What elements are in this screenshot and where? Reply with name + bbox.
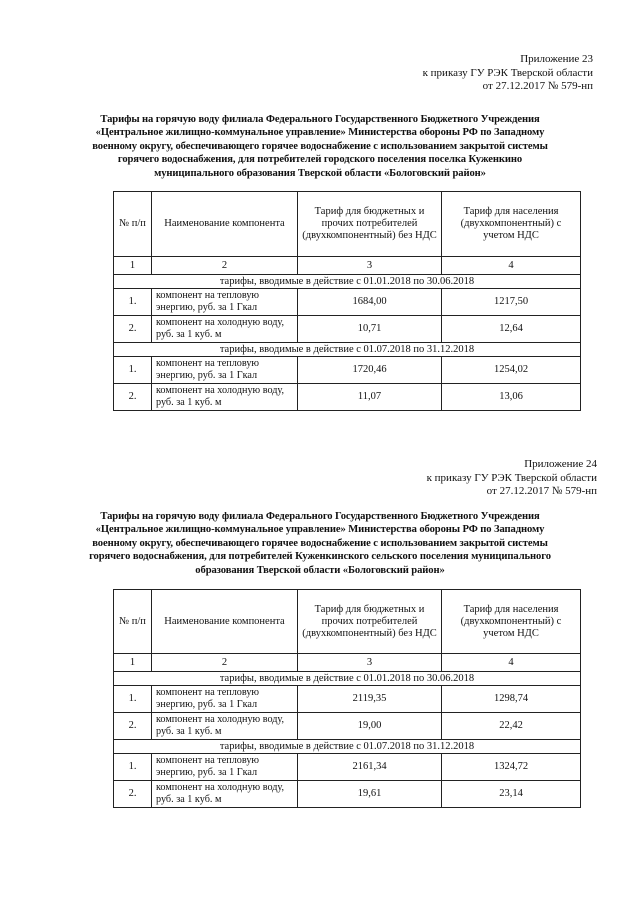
row-budget: 19,00 xyxy=(298,713,442,740)
table-row xyxy=(114,686,581,713)
row-budget: 19,61 xyxy=(298,781,442,808)
row-num: 1. xyxy=(114,357,152,384)
row-population: 1324,72 xyxy=(442,754,581,781)
table-row xyxy=(114,713,581,740)
row-budget: 2119,35 xyxy=(298,686,442,713)
row-population: 1254,02 xyxy=(442,357,581,384)
row-num: 2. xyxy=(114,713,152,740)
col-number: 3 xyxy=(298,654,442,672)
title-line: Тарифы на горячую воду филиала Федерального Государственного Бюджетного Учреждения xyxy=(100,114,540,125)
column-number-row xyxy=(114,654,581,672)
title-line: образования Тверской области «Бологовский район» xyxy=(195,564,445,576)
row-budget: 1720,46 xyxy=(298,357,442,384)
header-num: № п/п xyxy=(114,590,152,654)
period-row xyxy=(114,740,581,754)
row-component: компонент на тепловую энергию, руб. за 1 Гкал xyxy=(152,289,298,316)
table-header-row xyxy=(114,192,581,257)
row-num: 2. xyxy=(114,316,152,343)
row-num: 2. xyxy=(114,781,152,808)
tariff-table xyxy=(113,589,581,808)
row-component: компонент на холодную воду, руб. за 1 куб. м xyxy=(152,316,298,343)
period-row xyxy=(114,672,581,686)
column-number-row xyxy=(114,257,581,275)
period-row xyxy=(114,343,581,357)
annex-label: Приложение 23 xyxy=(520,53,593,65)
row-population: 23,14 xyxy=(442,781,581,808)
table-row xyxy=(114,384,581,411)
header-budget: Тариф для бюджетных и прочих потребителей (двухкомпонентный) без НДС xyxy=(298,192,442,257)
header-name: Наименование компонента xyxy=(152,590,298,654)
tariff-table xyxy=(113,191,581,411)
table-row xyxy=(114,781,581,808)
title-line: муниципального образования Тверской области «Бологовский район» xyxy=(154,167,486,179)
annex-date-line: от 27.12.2017 № 579-нп xyxy=(482,80,593,92)
header-population: Тариф для населения (двухкомпонентный) с учетом НДС xyxy=(442,192,581,257)
title-line: Тарифы на горячую воду филиала Федерального Государственного Бюджетного Учреждения xyxy=(100,511,540,522)
tariff-title xyxy=(20,510,620,577)
row-num: 1. xyxy=(114,289,152,316)
table-row xyxy=(114,289,581,316)
header-population: Тариф для населения (двухкомпонентный) с учетом НДС xyxy=(442,590,581,654)
row-num: 1. xyxy=(114,754,152,781)
row-population: 12,64 xyxy=(442,316,581,343)
period-label: тарифы, вводимые в действие с 01.07.2018 по 31.12.2018 xyxy=(114,343,581,357)
table-row xyxy=(114,754,581,781)
row-component: компонент на тепловую энергию, руб. за 1 Гкал xyxy=(152,686,298,713)
col-number: 2 xyxy=(152,257,298,275)
row-population: 1298,74 xyxy=(442,686,581,713)
row-population: 22,42 xyxy=(442,713,581,740)
annex-header xyxy=(427,458,597,499)
row-component: компонент на тепловую энергию, руб. за 1 Гкал xyxy=(152,357,298,384)
header-name: Наименование компонента xyxy=(152,192,298,257)
row-budget: 10,71 xyxy=(298,316,442,343)
title-line: военному округу, обеспечивающего горячее водоснабжение с использованием закрытой системы xyxy=(92,140,548,152)
col-number: 4 xyxy=(442,257,581,275)
header-num: № п/п xyxy=(114,192,152,257)
col-number: 4 xyxy=(442,654,581,672)
annex-order-line: к приказу ГУ РЭК Тверской области xyxy=(426,471,597,484)
row-budget: 11,07 xyxy=(298,384,442,411)
row-num: 2. xyxy=(114,384,152,411)
row-component: компонент на холодную воду, руб. за 1 куб. м xyxy=(152,713,298,740)
title-line: «Центральное жилищно-коммунальное управление» Министерства обороны РФ по Западному xyxy=(95,524,545,536)
col-number: 3 xyxy=(298,257,442,275)
annex-label: Приложение 24 xyxy=(524,458,597,470)
title-line: военному округу, обеспечивающего горячее водоснабжение с использованием закрытой системы xyxy=(92,537,548,549)
row-num: 1. xyxy=(114,686,152,713)
annex-date-line: от 27.12.2017 № 579-нп xyxy=(486,485,597,497)
row-population: 13,06 xyxy=(442,384,581,411)
annex-order-line: к приказу ГУ РЭК Тверской области xyxy=(422,66,593,79)
title-line: горячего водоснабжения, для потребителей городского поселения поселка Куженкино xyxy=(117,154,523,166)
row-budget: 2161,34 xyxy=(298,754,442,781)
header-budget: Тариф для бюджетных и прочих потребителей (двухкомпонентный) без НДС xyxy=(298,590,442,654)
col-number: 1 xyxy=(114,654,152,672)
row-component: компонент на холодную воду, руб. за 1 куб. м xyxy=(152,781,298,808)
title-line: «Центральное жилищно-коммунальное управление» Министерства обороны РФ по Западному xyxy=(95,127,545,139)
period-label: тарифы, вводимые в действие с 01.01.2018 по 30.06.2018 xyxy=(114,275,581,289)
period-label: тарифы, вводимые в действие с 01.07.2018 по 31.12.2018 xyxy=(114,740,581,754)
row-component: компонент на тепловую энергию, руб. за 1 Гкал xyxy=(152,754,298,781)
tariff-title xyxy=(20,113,620,180)
row-population: 1217,50 xyxy=(442,289,581,316)
table-row xyxy=(114,357,581,384)
col-number: 1 xyxy=(114,257,152,275)
row-component: компонент на холодную воду, руб. за 1 куб. м xyxy=(152,384,298,411)
row-budget: 1684,00 xyxy=(298,289,442,316)
period-label: тарифы, вводимые в действие с 01.01.2018 по 30.06.2018 xyxy=(114,672,581,686)
title-line: горячего водоснабжения, для потребителей Куженкинского сельского поселения муниципального xyxy=(89,551,551,563)
period-row xyxy=(114,275,581,289)
table-header-row xyxy=(114,590,581,654)
col-number: 2 xyxy=(152,654,298,672)
annex-header xyxy=(423,53,593,94)
table-row xyxy=(114,316,581,343)
